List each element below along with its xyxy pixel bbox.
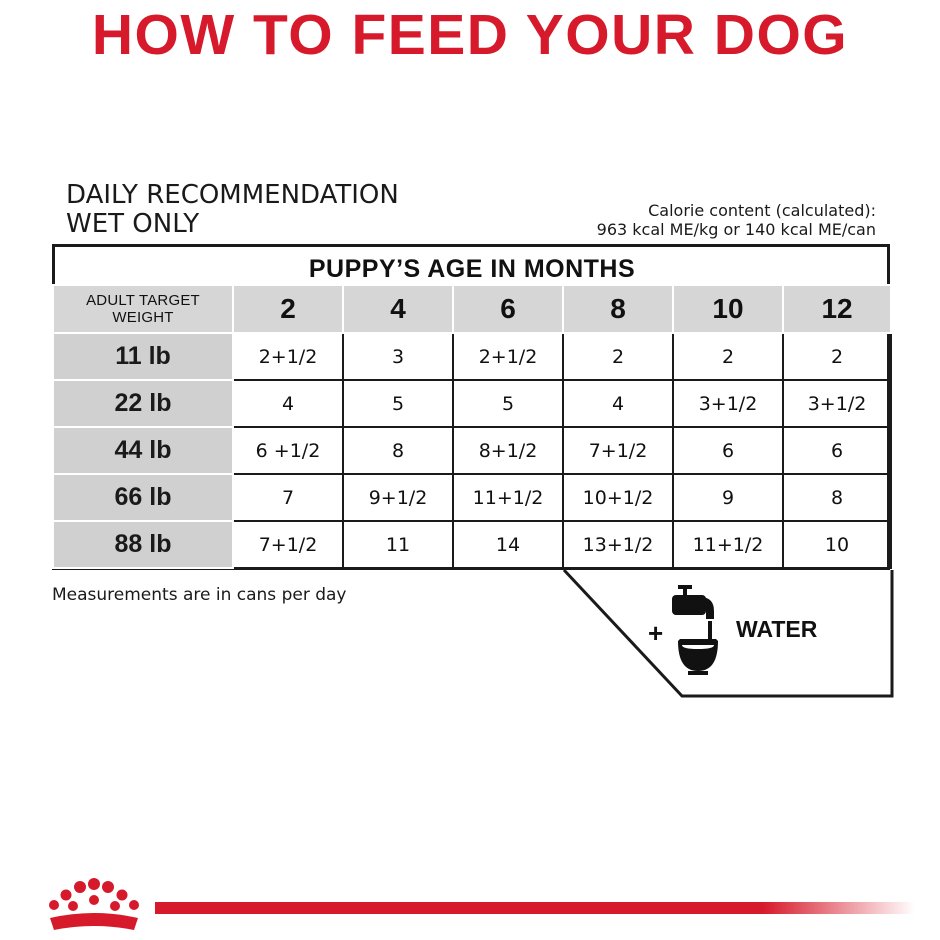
calorie-line-1: Calorie content (calculated):: [648, 201, 876, 220]
cans-cell: 3+1/2: [783, 380, 891, 427]
cans-cell: 5: [453, 380, 563, 427]
cans-cell: 4: [563, 380, 673, 427]
table-row: [53, 474, 891, 521]
cans-cell: 2: [783, 333, 891, 380]
feeding-table: [52, 244, 892, 569]
water-label: WATER: [736, 616, 818, 642]
recommendation-title: DAILY RECOMMENDATION: [66, 180, 399, 210]
cans-cell: 5: [343, 380, 453, 427]
cans-cell: 7+1/2: [233, 521, 343, 568]
measurement-note: Measurements are in cans per day: [52, 585, 347, 605]
weight-cell: 22 lb: [53, 380, 233, 427]
cans-cell: 3+1/2: [673, 380, 783, 427]
cans-cell: 7: [233, 474, 343, 521]
cans-cell: 11: [343, 521, 453, 568]
cans-cell: 10: [783, 521, 891, 568]
age-cell: 8: [563, 285, 673, 333]
age-cell: 2: [233, 285, 343, 333]
cans-cell: 2: [673, 333, 783, 380]
cans-cell: 8: [783, 474, 891, 521]
puppy-age-header: PUPPY’S AGE IN MONTHS: [308, 254, 636, 283]
table-row: [53, 427, 891, 474]
cans-cell: 9+1/2: [343, 474, 453, 521]
cans-cell: 8+1/2: [453, 427, 563, 474]
table-header-row: [53, 244, 891, 285]
age-cell: 6: [453, 285, 563, 333]
weight-cell: 11 lb: [53, 333, 233, 380]
weight-cell: 44 lb: [53, 427, 233, 474]
crown-logo-icon: [42, 878, 146, 936]
table-row: [53, 521, 891, 568]
cans-cell: 9: [673, 474, 783, 521]
adult-target-weight-header: ADULT TARGET WEIGHT: [53, 285, 233, 333]
cans-cell: 2+1/2: [233, 333, 343, 380]
plus-sign: +: [648, 618, 664, 648]
cans-cell: 3: [343, 333, 453, 380]
age-cell: 4: [343, 285, 453, 333]
cans-cell: 11+1/2: [673, 521, 783, 568]
weight-cell: 66 lb: [53, 474, 233, 521]
cans-cell: 10+1/2: [563, 474, 673, 521]
calorie-content: [597, 201, 876, 239]
cans-cell: 8: [343, 427, 453, 474]
cans-cell: 2: [563, 333, 673, 380]
cans-cell: 6: [783, 427, 891, 474]
weight-cell: 88 lb: [53, 521, 233, 568]
cans-cell: 4: [233, 380, 343, 427]
faucet-bowl-icon: [670, 583, 722, 679]
page-title: HOW TO FEED YOUR DOG: [91, 3, 849, 67]
calorie-line-2: 963 kcal ME/kg or 140 kcal ME/can: [596, 220, 876, 239]
cans-cell: 14: [453, 521, 563, 568]
age-cell: 12: [783, 285, 891, 333]
water-box: [562, 568, 894, 698]
age-cell: 10: [673, 285, 783, 333]
cans-cell: 13+1/2: [563, 521, 673, 568]
cans-cell: 6: [673, 427, 783, 474]
age-row: [53, 285, 891, 333]
table-row: [53, 333, 891, 380]
cans-cell: 6 +1/2: [233, 427, 343, 474]
cans-cell: 7+1/2: [563, 427, 673, 474]
cans-cell: 11+1/2: [453, 474, 563, 521]
recommendation-subtitle: WET ONLY: [66, 209, 200, 239]
footer-red-bar: [155, 902, 915, 914]
cans-cell: 2+1/2: [453, 333, 563, 380]
table-row: [53, 380, 891, 427]
